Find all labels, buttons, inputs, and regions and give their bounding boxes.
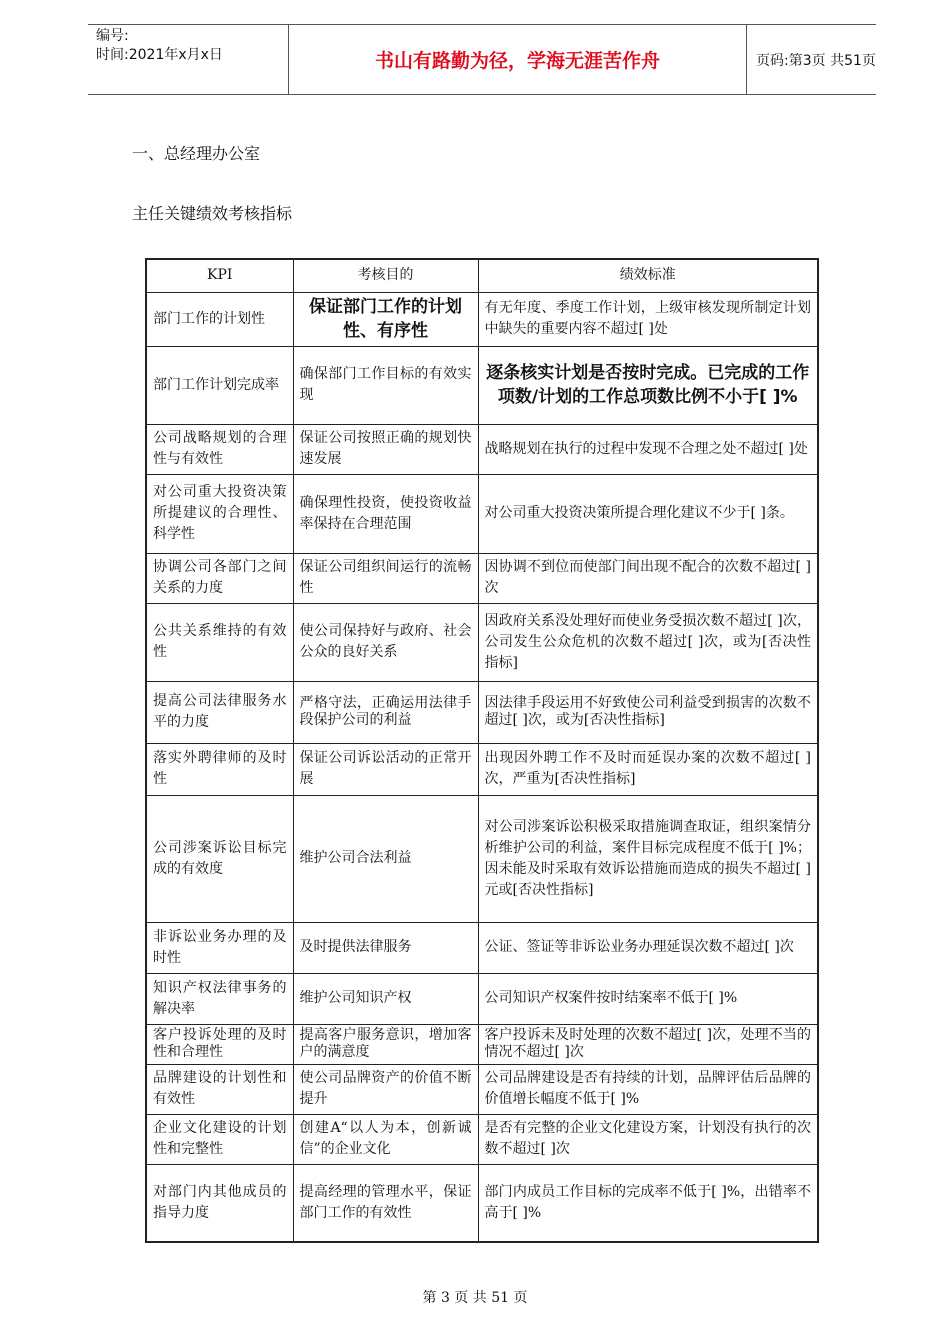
standard-cell: 公司知识产权案件按时结案率不低于[ ]%: [478, 973, 818, 1024]
kpi-cell: 知识产权法律事务的解决率: [146, 973, 293, 1024]
purpose-cell: 确保部门工作目标的有效实现: [293, 346, 478, 424]
header-meta: [96, 27, 223, 65]
table-row: [146, 922, 818, 973]
purpose-cell: 维护公司合法利益: [293, 795, 478, 922]
purpose-cell: 确保理性投资，使投资收益率保持在合理范围: [293, 474, 478, 553]
standard-cell: 对公司重大投资决策所提合理化建议不少于[ ]条。: [478, 474, 818, 553]
purpose-cell: 及时提供法律服务: [293, 922, 478, 973]
purpose-cell: 严格守法，正确运用法律手段保护公司的利益: [293, 681, 478, 743]
table-row: [146, 424, 818, 474]
table-row: [146, 1114, 818, 1164]
table-row: [146, 603, 818, 681]
table-row: [146, 1064, 818, 1114]
table-row: [146, 292, 818, 346]
table-row: [146, 681, 818, 743]
kpi-cell: 对公司重大投资决策所提建议的合理性、科学性: [146, 474, 293, 553]
header-time-label: 时间:2021年x月x日: [96, 47, 223, 63]
table-row: [146, 553, 818, 603]
standard-cell: 部门内成员工作目标的完成率不低于[ ]%，出错率不高于[ ]%: [478, 1164, 818, 1242]
purpose-cell: 保证公司诉讼活动的正常开展: [293, 743, 478, 795]
header-motto: 书山有路勤为径，学海无涯苦作舟: [374, 50, 660, 72]
kpi-cell: 公司涉案诉讼目标完成的有效度: [146, 795, 293, 922]
table-row: [146, 1024, 818, 1064]
purpose-cell: 使公司品牌资产的价值不断提升: [293, 1064, 478, 1114]
purpose-cell: 保证公司按照正确的规划快速发展: [293, 424, 478, 474]
kpi-cell: 对部门内其他成员的指导力度: [146, 1164, 293, 1242]
table-subtitle: 主任关键绩效考核指标: [132, 204, 293, 223]
header-kpi: KPI: [146, 259, 293, 292]
table-row: [146, 1164, 818, 1242]
kpi-cell: 提高公司法律服务水平的力度: [146, 681, 293, 743]
standard-cell: 是否有完整的企业文化建设方案，计划没有执行的次数不超过[ ]次: [478, 1114, 818, 1164]
kpi-table: [145, 258, 819, 1243]
standard-cell: 客户投诉未及时处理的次数不超过[ ]次，处理不当的情况不超过[ ]次: [478, 1024, 818, 1064]
page-header: [88, 24, 876, 95]
kpi-cell: 部门工作计划完成率: [146, 346, 293, 424]
header-standard: 绩效标准: [478, 259, 818, 292]
section-title: 一、总经理办公室: [132, 144, 261, 163]
header-divider: [746, 25, 747, 94]
purpose-cell: 保证公司组织间运行的流畅性: [293, 553, 478, 603]
header-page-label: 页码:第3页 共51页: [756, 52, 876, 69]
purpose-cell: 创建A“以人为本，创新诚信”的企业文化: [293, 1114, 478, 1164]
kpi-cell: 企业文化建设的计划性和完整性: [146, 1114, 293, 1164]
table-row: [146, 346, 818, 424]
header-number-label: 编号:: [96, 28, 129, 44]
purpose-cell: 提高经理的管理水平，保证部门工作的有效性: [293, 1164, 478, 1242]
table-header-row: [146, 259, 818, 292]
table-row: [146, 795, 818, 922]
standard-cell: 因政府关系没处理好而使业务受损次数不超过[ ]次，公司发生公众危机的次数不超过[ ]次，或为[否决性指标]: [478, 603, 818, 681]
kpi-cell: 协调公司各部门之间关系的力度: [146, 553, 293, 603]
standard-cell: 有无年度、季度工作计划，上级审核发现所制定计划中缺失的重要内容不超过[ ]处: [478, 292, 818, 346]
kpi-cell: 客户投诉处理的及时性和合理性: [146, 1024, 293, 1064]
purpose-cell: 维护公司知识产权: [293, 973, 478, 1024]
standard-cell: 战略规划在执行的过程中发现不合理之处不超过[ ]处: [478, 424, 818, 474]
standard-cell: 因协调不到位而使部门间出现不配合的次数不超过[ ]次: [478, 553, 818, 603]
table-row: [146, 743, 818, 795]
standard-cell: 逐条核实计划是否按时完成。已完成的工作项数/计划的工作总项数比例不小于[ ]%: [478, 346, 818, 424]
purpose-cell: 保证部门工作的计划性、有序性: [293, 292, 478, 346]
page-footer: 第 3 页 共 51 页: [422, 1290, 528, 1306]
table-row: [146, 474, 818, 553]
standard-cell: 出现因外聘工作不及时而延误办案的次数不超过[ ]次，严重为[否决性指标]: [478, 743, 818, 795]
header-purpose: 考核目的: [293, 259, 478, 292]
standard-cell: 对公司涉案诉讼积极采取措施调查取证，组织案情分析维护公司的利益，案件目标完成程度不低于[ ]%；因未能及时采取有效诉讼措施而造成的损失不超过[ ]元或[否决性指标]: [478, 795, 818, 922]
standard-cell: 因法律手段运用不好致使公司利益受到损害的次数不超过[ ]次，或为[否决性指标]: [478, 681, 818, 743]
standard-cell: 公司品牌建设是否有持续的计划，品牌评估后品牌的价值增长幅度不低于[ ]%: [478, 1064, 818, 1114]
kpi-cell: 非诉讼业务办理的及时性: [146, 922, 293, 973]
kpi-cell: 落实外聘律师的及时性: [146, 743, 293, 795]
table-row: [146, 973, 818, 1024]
kpi-cell: 部门工作的计划性: [146, 292, 293, 346]
purpose-cell: 提高客户服务意识，增加客户的满意度: [293, 1024, 478, 1064]
kpi-cell: 公共关系维持的有效性: [146, 603, 293, 681]
kpi-cell: 公司战略规划的合理性与有效性: [146, 424, 293, 474]
kpi-cell: 品牌建设的计划性和有效性: [146, 1064, 293, 1114]
standard-cell: 公证、签证等非诉讼业务办理延误次数不超过[ ]次: [478, 922, 818, 973]
purpose-cell: 使公司保持好与政府、社会公众的良好关系: [293, 603, 478, 681]
